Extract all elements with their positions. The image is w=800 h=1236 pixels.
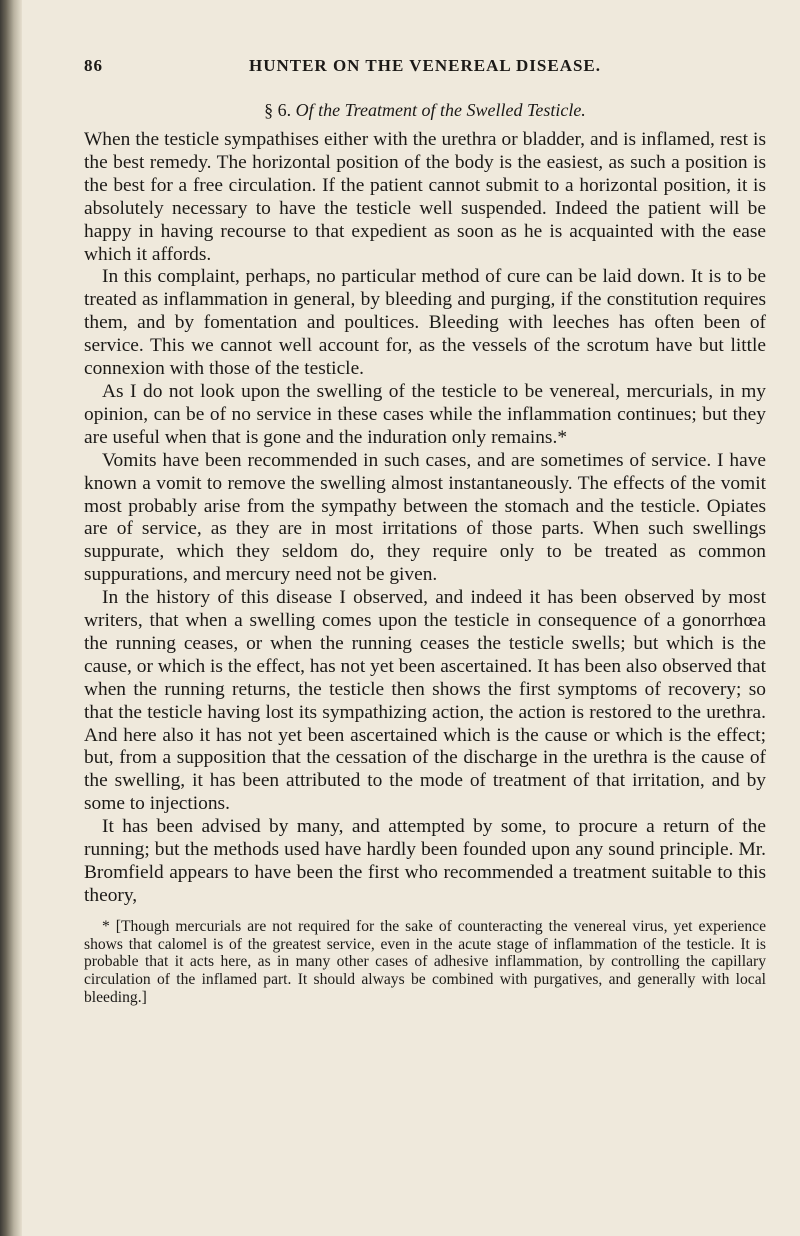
section-heading — [84, 100, 766, 121]
book-page — [84, 56, 766, 1007]
paragraph: Vomits have been recommended in such cases, and are sometimes of service. I have known a vomit to remove the swelling almost instantaneously. The effects of the vomit most probably arise from the sympathy between the stomach and the testicle. Opiates are of service, as they are in most irritations of those parts. When such swellings suppurate, which they seldom do, they require only to be treated as common suppurations, and mercury need not be given. — [84, 449, 766, 586]
paragraph: In this complaint, perhaps, no particular method of cure can be laid down. It is to be treated as inflammation in general, by bleeding and purging, if the constitution requires them, and by fomentation and poultices. Bleeding with leeches has often been of service. This we cannot well account for, as the vessels of the scrotum have but little connexion with those of the testicle. — [84, 266, 766, 380]
book-binding-edge — [0, 0, 22, 1236]
paragraph: As I do not look upon the swelling of the testicle to be venereal, mercurials, in my opinion, can be of no service in these cases while the inflammation continues; but they are useful when that is gone and the induration only remains.* — [84, 380, 766, 448]
paragraph: It has been advised by many, and attempted by some, to procure a return of the running; but the methods used have hardly been founded upon any sound principle. Mr. Bromfield appears to have been the first who recommended a treatment suitable to this theory, — [84, 816, 766, 906]
footnote: * [Though mercurials are not required for the sake of counteracting the venereal virus, yet experience shows that calomel is of the greatest service, even in the acute stage of inflammation of the testicle. It is probable that it acts here, as in many other cases of adhesive inflammation, by controlling the capillary circulation of the inflamed part. It should always be combined with purgatives, and generally with local bleeding.] — [84, 917, 766, 1006]
section-title: Of the Treatment of the Swelled Testicle. — [295, 100, 586, 120]
running-title: HUNTER ON THE VENEREAL DISEASE. — [248, 56, 602, 75]
page-number: 86 — [84, 56, 103, 75]
paragraph: In the history of this disease I observed, and indeed it has been observed by most writers, that when a swelling comes upon the testicle in consequence of a gonorrhœa the running ceases, or when the running ceases the testicle swells; but which is the cause, or which is the effect, has not yet been ascertained. It has been also observed that when the running returns, the testicle then shows the first symptoms of recovery; so that the testicle having lost its sympathizing action, the action is restored to the urethra. And here also it has not yet been ascertained which is the cause or which is the effect; but, from a supposition that the cessation of the discharge in the urethra is the cause of the swelling, it has been attributed to the mode of treatment of that irritation, and by some to injections. — [84, 587, 766, 815]
paragraph: When the testicle sympathises either with the urethra or bladder, and is inflamed, rest is the best remedy. The horizontal position of the body is the easiest, as such a position is the best for a free circulation. If the patient cannot submit to a horizontal position, it is absolutely necessary to have the testicle well suspended. Indeed the patient will be happy in having recourse to that expedient as soon as he is acquainted with the ease which it affords. — [84, 129, 766, 265]
body-text — [84, 129, 766, 908]
running-header — [84, 56, 766, 86]
section-number: § 6. — [264, 100, 292, 120]
